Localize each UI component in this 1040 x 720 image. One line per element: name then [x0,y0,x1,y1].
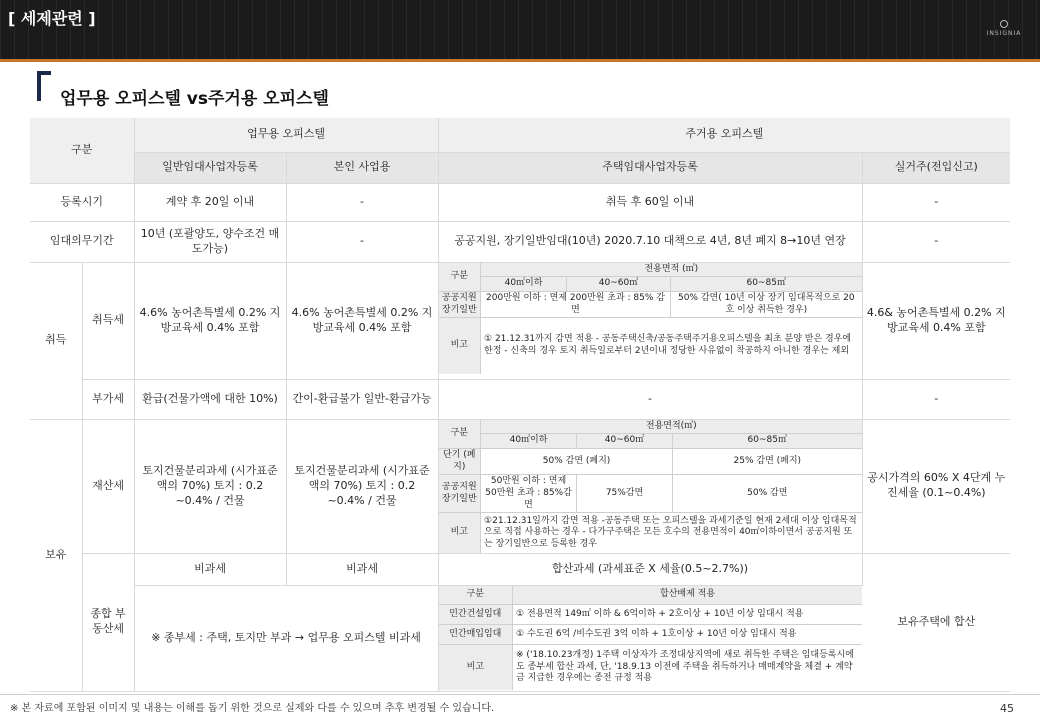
prop-sub-area-1: 40㎡이하 [481,434,577,449]
footer-divider [0,694,1040,695]
prop-sub-note: ①21.12.31일까지 감면 적용 -공동주택 또는 오피스텔을 과세기준일 현재 2세대 이상 임대목적으로 직접 사용하는 경우 - 다가구주택은 모든 호수의 전용면적이 40㎡이하이면서 공공지원 또는 장기일반으로 등록한 경우 [484,515,857,549]
comprehensive-subtable [439,586,863,690]
acq-sub-row-label: 공공지원 장기일반 [439,291,481,317]
cell-comp-business-note: ※ 종부세 : 주택, 토지만 부과 → 업무용 오피스텔 비과세 [134,585,438,691]
cell-lease-residence: - [862,221,1010,262]
header-band [0,0,1040,62]
cell-acq-housing [438,262,862,379]
cell-reg-own: - [286,183,438,221]
cell-acq-general: 4.6% 농어촌특별세 0.2% 지방교육세 0.4% 포함 [134,262,286,379]
page-title: 업무용 오피스텔 vs주거용 오피스텔 [60,89,329,109]
group-label-holding: 보유 [30,419,82,691]
cell-acq-residence: 4.6& 농어촌특별세 0.2% 지방교육세 0.4% 포함 [862,262,1010,379]
cell-vat-residence: - [862,379,1010,419]
page-number: 45 [1000,702,1014,715]
cell-prop-own: 토지건물분리과세 (시가표준액의 70%) 토지 : 0.2 ~0.4% / 건물 [286,419,438,553]
cell-prop-general: 토지건물분리과세 (시가표준액의 70%) 토지 : 0.2 ~0.4% / 건물 [134,419,286,553]
header-own-business: 본인 사업용 [286,152,438,183]
header-business-officetel: 업무용 오피스텔 [134,118,438,152]
prop-sub-long-1: 50만원 이하 : 면제 50만원 초과 : 85%감면 [481,475,577,513]
acq-sub-area-3: 60~85㎡ [671,277,862,292]
footer-note: ※ 본 자료에 포함된 이미지 및 내용는 이해를 돕기 위한 것으로 실제와 다를 수 있으며 추후 변경될 수 있습니다. [10,703,495,714]
prop-sub-long-2: 75%감면 [577,475,673,513]
acq-sub-note-label: 비고 [439,318,481,374]
comparison-table [30,118,1010,692]
comp-sub-header-category: 구분 [439,586,513,605]
brand-mark-icon [1000,20,1008,28]
comp-sub-r1: ① 전용면적 149㎡ 이하 & 6억이하 + 2호이상 + 10년 이상 임대시 적용 [513,605,863,625]
row-label-property-tax: 재산세 [82,419,134,553]
cell-comp-housing-detail [438,585,862,691]
prop-sub-header-category: 구분 [439,420,481,449]
cell-acq-own: 4.6% 농어촌특별세 0.2% 지방교육세 0.4% 포함 [286,262,438,379]
cell-reg-housing: 취득 후 60일 이내 [438,183,862,221]
row-label-registration: 등록시기 [30,183,134,221]
acq-sub-header-area: 전용면적 (㎡) [481,263,862,277]
acq-sub-note: ① 21.12.31까지 감면 적용 - 공동주택신축/공동주택주거용오피스텔을 최초 분양 받은 경우에 한정 - 신축의 경우 토지 취득일로부터 2년이내 정당한 사유없이 착공하지 아니한 경우는 제외 [484,334,852,356]
title-bracket-icon [37,71,51,101]
cell-comp-residence: 보유주택에 합산 [862,553,1010,691]
property-subtable [439,420,862,553]
section-tag: [ 세제관련 ] [8,9,96,28]
prop-sub-area-2: 40~60㎡ [577,434,673,449]
cell-comp-own-top: 비과세 [286,553,438,585]
comp-sub-r2: ① 수도권 6억 /비수도권 3억 이하 + 1호이상 + 10년 이상 임대시 적용 [513,625,863,645]
comp-sub-r1-label: 민간건설임대 [439,605,513,625]
prop-sub-long-label: 공공지원 장기일반 [439,475,481,513]
header-general-rental: 일반임대사업자등록 [134,152,286,183]
cell-vat-general: 환급(건물가액에 대한 10%) [134,379,286,419]
cell-lease-general: 10년 (포괄양도, 양수조건 매도가능) [134,221,286,262]
comp-sub-note: ※ ('18.10.23개정) 1주택 이상자가 조정대상지역에 새로 취득한 주택은 임대등록시에도 종부세 합산 과세, 단, '18.9.13 이전에 주택을 취득하거나 매매계약을 체결 + 계약금 지급한 경우에는 종전 규정 적용 [516,650,854,684]
row-label-acquisition-tax: 취득세 [82,262,134,379]
cell-prop-residence: 공시가격의 60% X 4단계 누진세율 (0.1~0.4%) [862,419,1010,553]
group-label-acquisition: 취득 [30,262,82,419]
row-label-comprehensive-tax: 종합 부동산세 [82,553,134,691]
prop-sub-short-12: 50% 감면 (폐지) [481,448,673,474]
acq-sub-area-1: 40㎡이하 [481,277,567,292]
brand-logo [982,20,1026,37]
prop-sub-note-label: 비고 [439,513,481,553]
header-actual-residence: 실거주(전입신고) [862,152,1010,183]
cell-prop-housing [438,419,862,553]
header-accent-rule [0,59,1040,62]
row-label-vat: 부가세 [82,379,134,419]
cell-lease-housing: 공공지원, 장기일반임대(10년) 2020.7.10 대책으로 4년, 8년 폐지 8→10년 연장 [438,221,862,262]
cell-vat-housing: - [438,379,862,419]
cell-comp-general-top: 비과세 [134,553,286,585]
comp-sub-r2-label: 민간매입임대 [439,625,513,645]
header-housing-rental: 주택임대사업자등록 [438,152,862,183]
comp-sub-note-label: 비고 [439,645,513,690]
cell-comp-housing-top: 합산과세 (과세표준 X 세율(0.5~2.7%)) [438,553,862,585]
header-residential-officetel: 주거용 오피스텔 [438,118,1010,152]
cell-vat-own: 간이-환급불가 일반-환급가능 [286,379,438,419]
header-category: 구분 [30,118,134,183]
acq-sub-value-12: 200만원 이하 : 면제 200만원 초과 : 85% 감면 [481,291,671,317]
acq-sub-value-3: 50% 감면( 10년 이상 장기 임대목적으로 20호 이상 취득한 경우) [671,291,862,317]
acq-sub-header-category: 구분 [439,263,481,292]
prop-sub-area-3: 60~85㎡ [673,434,862,449]
brand-name: INSIGNIA [986,30,1022,37]
prop-sub-long-3: 50% 감면 [673,475,862,513]
cell-lease-own: - [286,221,438,262]
cell-reg-residence: - [862,183,1010,221]
prop-sub-short-3: 25% 감면 (폐지) [673,448,862,474]
prop-sub-header-area: 전용면적(㎡) [481,420,862,434]
acquisition-subtable [439,263,862,374]
cell-reg-general: 계약 후 20일 이내 [134,183,286,221]
row-label-lease-period: 임대의무기간 [30,221,134,262]
prop-sub-short-label: 단기 (폐지) [439,448,481,474]
comp-sub-header-value: 합산배제 적용 [513,586,863,605]
acq-sub-area-2: 40~60㎡ [567,277,671,292]
